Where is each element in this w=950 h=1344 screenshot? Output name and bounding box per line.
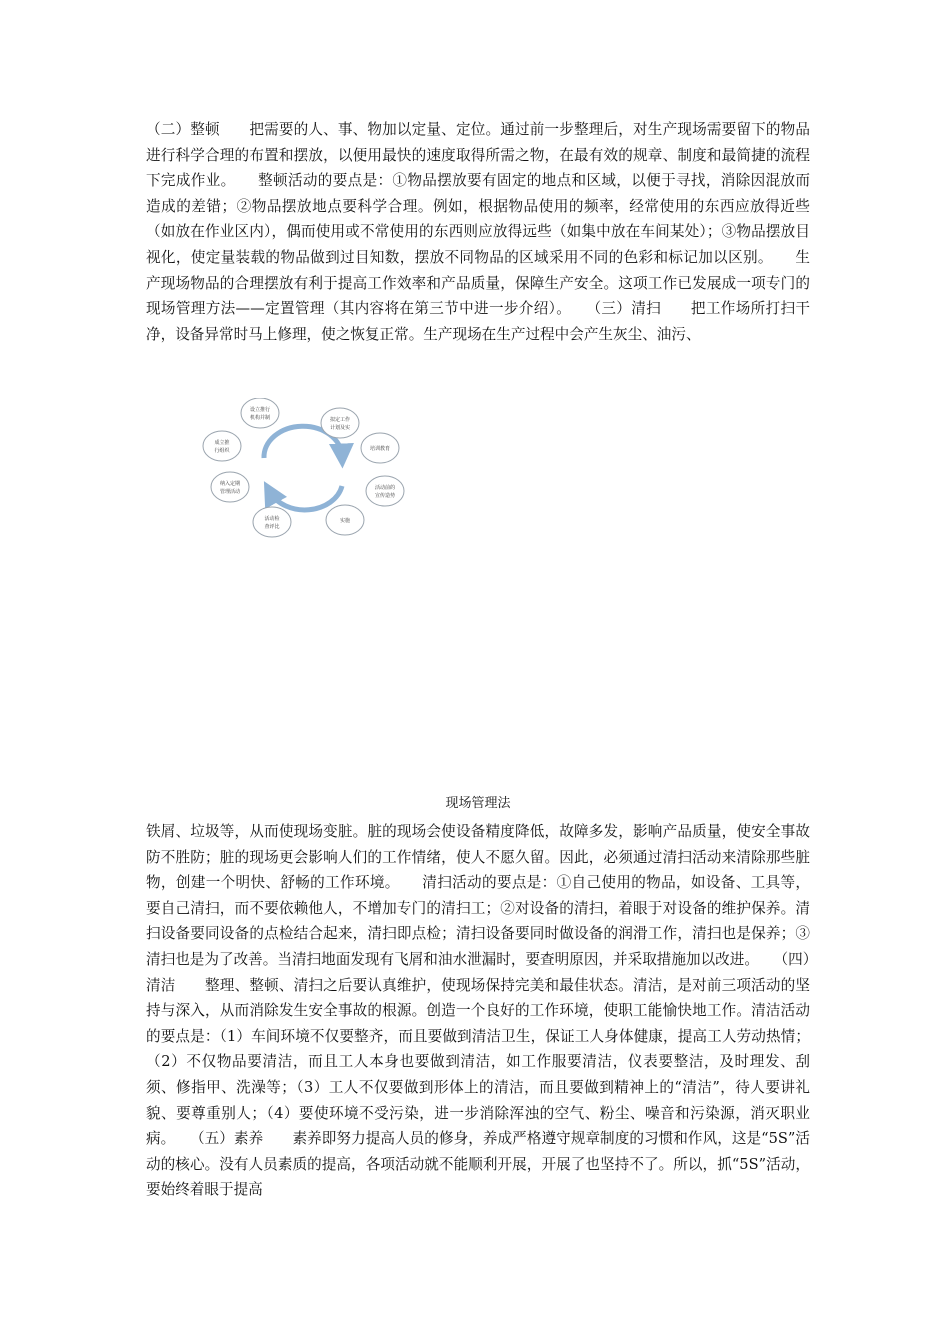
cycle-diagram [190, 398, 420, 548]
cycle-node-label: 实施 [339, 518, 351, 524]
body-paragraph-1: （二）整顿 把需要的人、事、物加以定量、定位。通过前一步整理后，对生产现场需要留下的物品进行科学合理的布置和摆放，以便用最快的速度取得所需之物，在最有效的规章、制度和最简捷的流程下完成作业。 整顿活动的要点是：①物品摆放要有固定的地点和区域，以便于寻找，消除因混放而造成的差错；②物品摆放地点要科学合理。例如，根据物品使用的频率，经常使用的东西应放得近些（如放在作业区内），偶而使用或不常使用的东西则应放得远些（如集中放在车间某处）；③物品摆放目视化，使定量装载的物品做到过目知数，摆放不同物品的区域采用不同的色彩和标记加以区别。 生产现场物品的合理摆放有利于提高工作效率和产品质量，保障生产安全。这项工作已发展成一项专门的现场管理方法——定置管理（其内容将在第三节中进一步介绍）。 （三）清扫 把工作场所打扫干净，设备异常时马上修理，使之恢复正常。生产现场在生产过程中会产生灰尘、油污、 [146, 121, 810, 343]
cycle-node-label: 宣传造势 [374, 493, 396, 499]
cycle-arrow-bottom [270, 486, 342, 510]
cycle-node [203, 431, 241, 461]
cycle-node-label: 成立推 [214, 440, 230, 446]
cycle-node [366, 476, 404, 506]
cycle-node-label: 计划及实 [329, 425, 351, 431]
cycle-node-label: 拟定工作 [329, 417, 351, 423]
body-paragraph-2: 铁屑、垃圾等，从而使现场变脏。脏的现场会使设备精度降低，故障多发，影响产品质量，使安全事故防不胜防；脏的现场更会影响人们的工作情绪，使人不愿久留。因此，必须通过清扫活动来清除那些脏物，创建一个明快、舒畅的工作环境。 清扫活动的要点是：①自己使用的物品，如设备、工具等，要自己清扫，而不要依赖他人，不增加专门的清扫工；②对设备的清扫，着眼于对设备的维护保养。清扫设备要同设备的点检结合起来，清扫即点检；清扫设备要同时做设备的润滑工作，清扫也是保养；③清扫也是为了改善。当清扫地面发现有飞屑和油水泄漏时，要查明原因，并采取措施加以改进。 （四）清洁 整理、整顿、清扫之后要认真维护，使现场保持完美和最佳状态。清洁，是对前三项活动的坚持与深入，从而消除发生安全事故的根源。创造一个良好的工作环境，使职工能愉快地工作。清洁活动的要点是：（1）车间环境不仅要整齐，而且要做到清洁卫生，保证工人身体健康，提高工人劳动热情；（2）不仅物品要清洁，而且工人本身也要做到清洁，如工作服要清洁，仪表要整洁，及时理发、刮须、修指甲、洗澡等；（3）工人不仅要做到形体上的清洁，而且要做到精神上的“清洁”，待人要讲礼貌、要尊重别人；（4）要使环境不受污染，进一步消除浑浊的空气、粉尘、噪音和污染源，消灭职业病。 （五）素养 素养即努力提高人员的修身，养成严格遵守规章制度的习惯和作风，这是“5S”活动的核心。没有人员素质的提高，各项活动就不能顺利开展，开展了也坚持不了。所以，抓“5S”活动，要始终着眼于提高 [146, 823, 811, 1199]
cycle-node-label: 管理活动 [219, 489, 241, 495]
cycle-node-label: 查评比 [264, 524, 280, 530]
cycle-node-label: 纳入定期 [219, 481, 241, 487]
cycle-node [211, 472, 249, 502]
cycle-node-label: 机构并制 [249, 415, 271, 421]
cycle-node-label: 活动检 [264, 516, 280, 522]
cycle-node [241, 398, 279, 428]
management-cycle-figure [190, 398, 420, 548]
cycle-node-label: 设立推行 [249, 407, 271, 413]
cycle-node [253, 507, 291, 537]
cycle-node [326, 505, 364, 535]
cycle-node-label: 活动前的 [374, 485, 396, 491]
figure-caption: 现场管理法 [445, 796, 511, 811]
cycle-node [361, 433, 399, 463]
cycle-node-label: 行组织 [214, 448, 230, 454]
cycle-node [321, 408, 359, 438]
cycle-node-label: 培训教育 [369, 446, 391, 452]
